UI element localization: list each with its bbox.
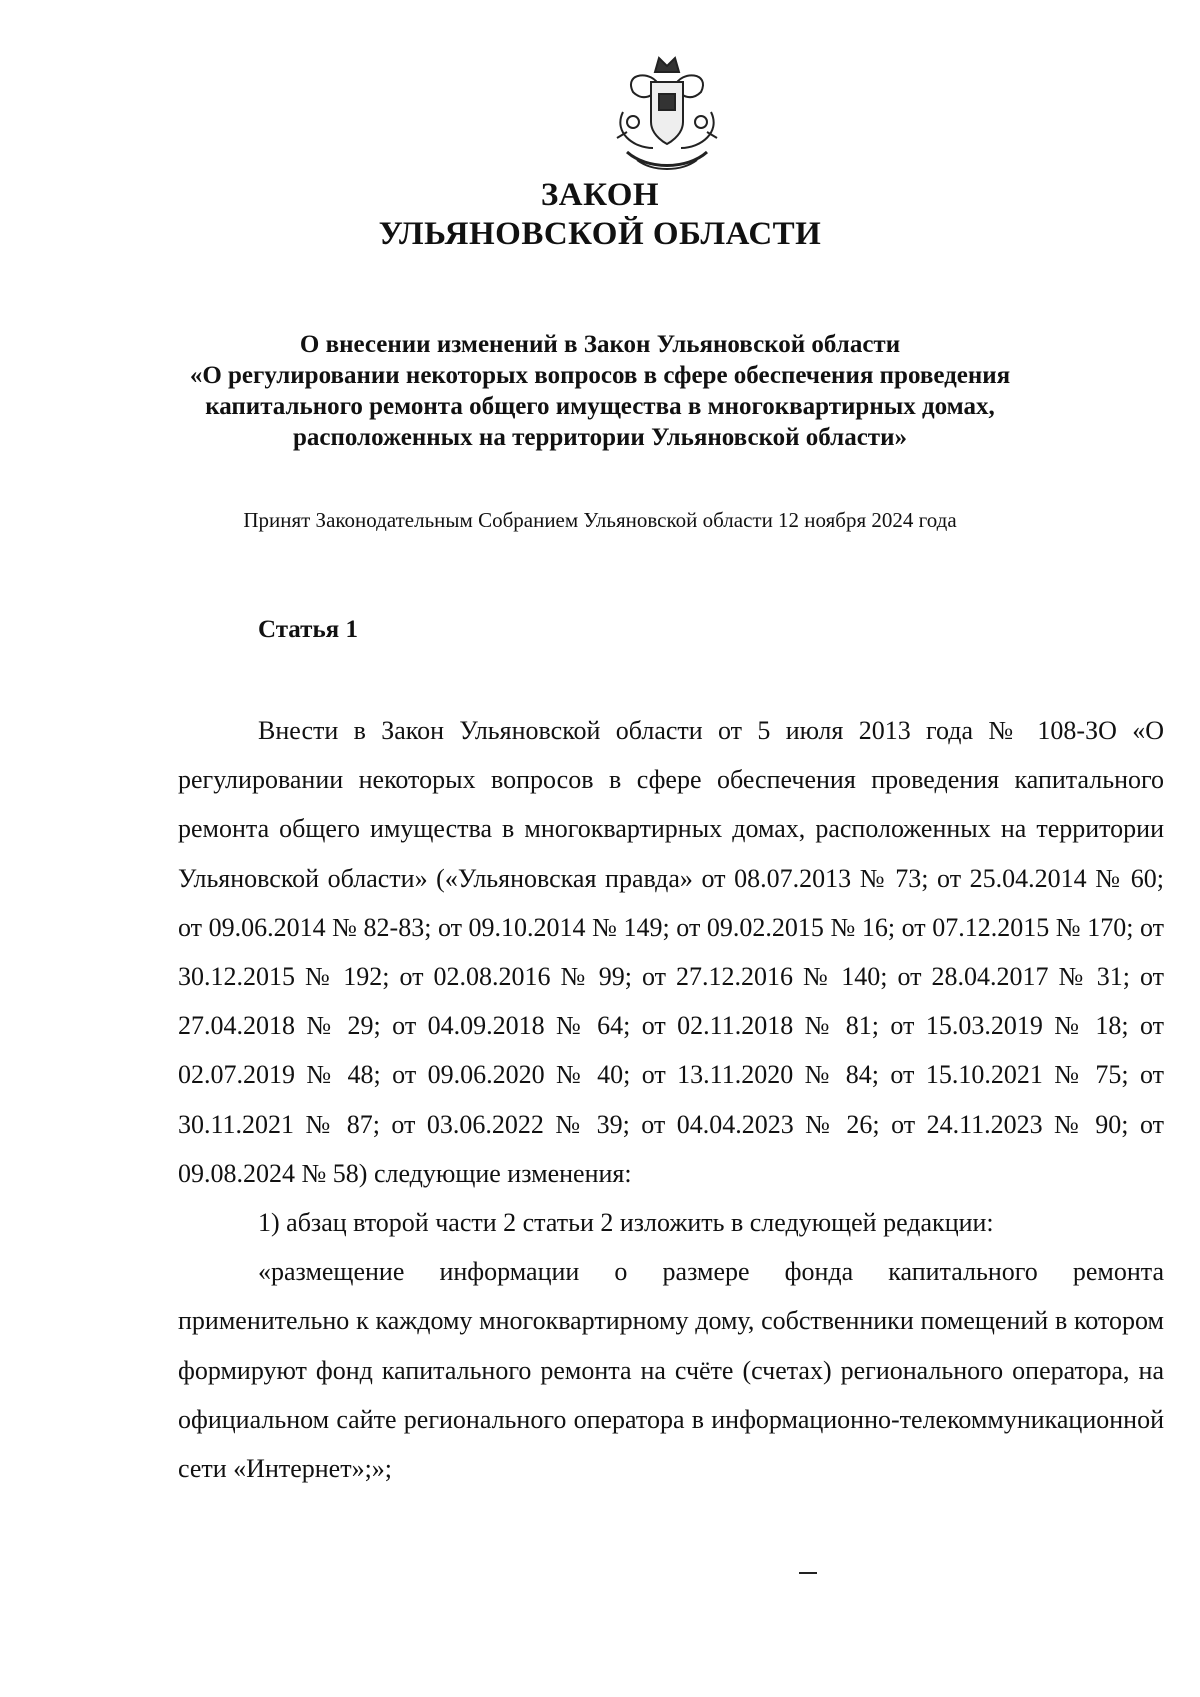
quote-paragraph: «размещение информации о размере фонда капитального ремонта применительно к каждому многоквартирному дому, собственники помещений в котором формируют фонд капитального ремонта на счёте (счетах) регионального оператора, на официальном сайте регионального оператора в информационно-телекоммуникационной сети «Интернет»;»; [178,1257,1164,1484]
law-subject-line2: «О регулировании некоторых вопросов в сфере обеспечения проведения [189,362,1011,389]
law-title [0,176,1200,254]
coat-of-arms-icon [603,52,731,178]
article-heading: Статья 1 [258,616,358,643]
article-body [178,706,1164,1493]
law-subject [0,329,1200,453]
law-title-line2: УЛЬЯНОВСКОЙ ОБЛАСТИ [378,216,822,252]
law-title-line1: ЗАКОН [540,177,660,213]
item-1-paragraph: 1) абзац второй части 2 статьи 2 изложить в следующей редакции: [258,1208,994,1238]
law-subject-line3: капитального ремонта общего имущества в многоквартирных домах, [205,393,995,420]
adoption-note: Принят Законодательным Собранием Ульяновской области 12 ноября 2024 года [243,508,957,532]
law-subject-line4: расположенных на территории Ульяновской области» [292,424,907,451]
intro-paragraph: Внести в Закон Ульяновской области от 5 июля 2013 года № 108-ЗО «О регулировании некоторых вопросов в сфере обеспечения проведения капитального ремонта общего имущества в многоквартирных домах, расположенных на территории Ульяновской области» («Ульяновская правда» от 08.07.2013 № 73; от 25.04.2014 № 60; от 09.06.2014 № 82-83; от 09.10.2014 № 149; от 09.02.2015 № 16; от 07.12.2015 № 170; от 30.12.2015 № 192; от 02.08.2016 № 99; от 27.12.2016 № 140; от 28.04.2017 № 31; от 27.04.2018 № 29; от 04.09.2018 № 64; от 02.11.2018 № 81; от 15.03.2019 № 18; от 02.07.2019 № 48; от 09.06.2020 № 40; от 13.11.2020 № 84; от 15.10.2021 № 75; от 30.11.2021 № 87; от 03.06.2022 № 39; от 04.04.2023 № 26; от 24.11.2023 № 90; от 09.08.2024 № 58) следующие изменения: [178,716,1164,1188]
page-continuation-dash [799,1572,817,1574]
law-subject-line1: О внесении изменений в Закон Ульяновской области [299,331,901,358]
